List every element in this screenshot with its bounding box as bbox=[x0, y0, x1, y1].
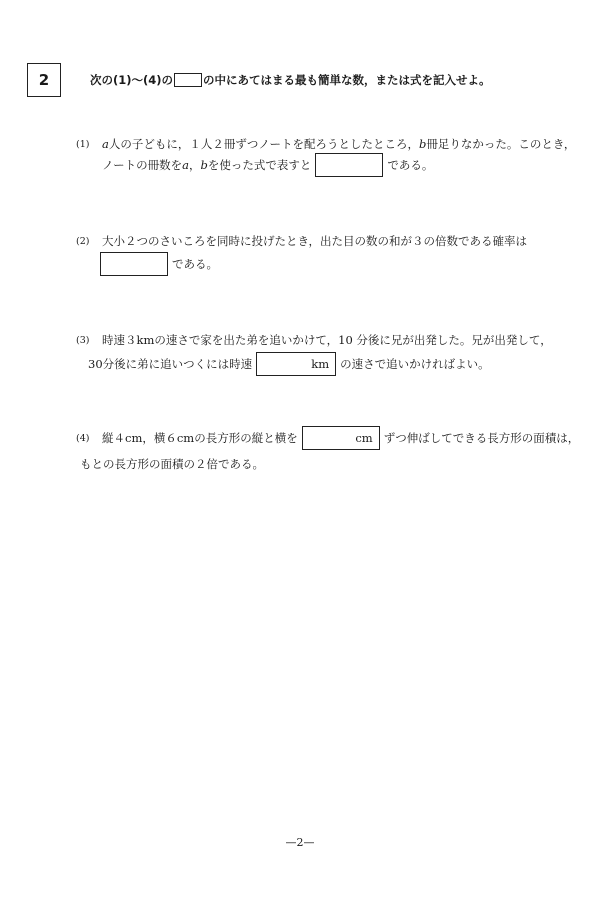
section-instruction bbox=[90, 72, 491, 88]
instruction-text-pre: 次の(1)〜(4)の bbox=[90, 73, 174, 87]
q4-line2-text: もとの長方形の面積の２倍である。 bbox=[80, 457, 264, 471]
q4-line2 bbox=[80, 451, 264, 477]
q3-answer-box[interactable] bbox=[256, 352, 336, 376]
q1-line2-mid: を使った式で表すと bbox=[207, 158, 312, 172]
instruction-text-post: の中にあてはまる最も簡単な数，または式を記入せよ。 bbox=[203, 73, 491, 87]
q1-line2-post: である。 bbox=[387, 158, 434, 172]
q1-answer-box[interactable] bbox=[315, 153, 383, 177]
q3-line2-pre: 30分後に弟に追いつくには時速 bbox=[88, 357, 253, 371]
q1-line2-var-a: a bbox=[182, 158, 190, 172]
page-number: —2— bbox=[285, 836, 315, 849]
q1-number: (1) bbox=[76, 138, 90, 150]
q1-line1-mid: 人の子どもに，１人２冊ずつノートを配ろうとしたところ， bbox=[108, 137, 420, 151]
q4-line1 bbox=[76, 425, 579, 451]
q1-line1-end: 冊足りなかった。このとき， bbox=[426, 137, 576, 151]
q1-line2-pre: ノートの冊数を bbox=[102, 158, 183, 172]
q1-line2-var-b: b bbox=[200, 158, 208, 172]
q2-line1-text: 大小２つのさいころを同時に投げたとき，出た目の数の和が３の倍数である確率は bbox=[102, 234, 528, 248]
q1-var-a: a bbox=[102, 137, 109, 151]
q2-line2 bbox=[96, 251, 218, 277]
q3-line1 bbox=[76, 327, 552, 353]
q3-line2-post: の速さで追いかければよい。 bbox=[340, 357, 490, 371]
q4-number: (4) bbox=[76, 432, 90, 444]
q2-number: (2) bbox=[76, 235, 90, 247]
q1-line2 bbox=[102, 152, 433, 178]
q1-line2-comma: ， bbox=[189, 158, 201, 172]
q4-unit: cm bbox=[355, 431, 373, 445]
blank-box-symbol bbox=[174, 73, 202, 87]
q3-line2 bbox=[88, 351, 490, 377]
q4-line1-pre: 縦４cm，横６cmの長方形の縦と横を bbox=[102, 431, 298, 445]
q4-line1-post: ずつ伸ばしてできる長方形の面積は， bbox=[383, 431, 580, 445]
q3-unit: km bbox=[311, 357, 330, 371]
q2-answer-box[interactable] bbox=[100, 252, 168, 276]
q1-var-b: b bbox=[419, 137, 427, 151]
section-number: 2 bbox=[27, 63, 61, 97]
q3-line1-text: 時速３kmの速さで家を出た弟を追いかけて，10 分後に兄が出発した。兄が出発して， bbox=[102, 333, 552, 347]
q2-line2-post: である。 bbox=[172, 257, 218, 271]
q3-number: (3) bbox=[76, 334, 90, 346]
q4-answer-box[interactable] bbox=[302, 426, 380, 450]
